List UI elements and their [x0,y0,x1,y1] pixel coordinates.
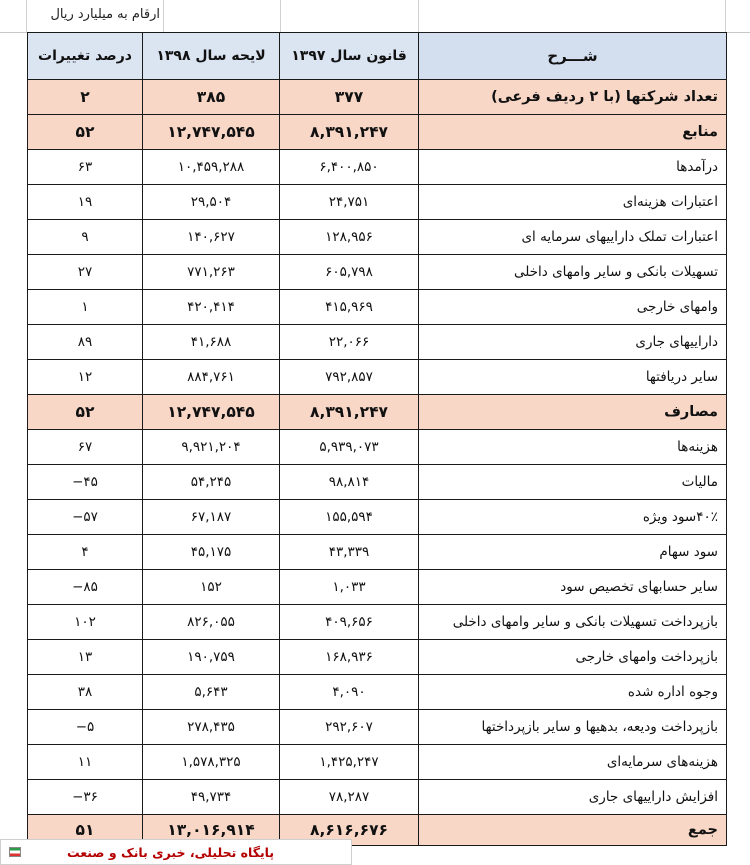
table-row [28,395,727,430]
flag-icon [9,847,21,857]
cell-change-pct: ۱۹ [28,185,143,220]
cell-description: هزینه‌های سرمایه‌ای [419,745,727,780]
cell-change-pct: ۱۲ [28,360,143,395]
cell-change-pct: −۴۵ [28,465,143,500]
cell-bill-1398: ۱۲,۷۴۷,۵۴۵ [143,395,280,430]
cell-bill-1398: ۱۹۰,۷۵۹ [143,640,280,675]
cell-description: اعتبارات هزینه‌ای [419,185,727,220]
header-change-pct: درصد تغییرات [28,33,143,80]
cell-bill-1398: ۳۸۵ [143,80,280,115]
cell-change-pct: ۵۲ [28,115,143,150]
cell-law-1397: ۱۶۸,۹۳۶ [280,640,419,675]
cell-description: وامهای خارجی [419,290,727,325]
cell-description: تسهیلات بانکی و سایر وامهای داخلی [419,255,727,290]
cell-law-1397: ۱,۰۳۳ [280,570,419,605]
cell-law-1397: ۸,۳۹۱,۲۴۷ [280,395,419,430]
table-row [28,80,727,115]
cell-change-pct: ۵۱ [28,815,143,846]
table-header-row [28,33,727,80]
cell-change-pct: −۵۷ [28,500,143,535]
cell-change-pct: −۸۵ [28,570,143,605]
cell-change-pct: ۴ [28,535,143,570]
cell-bill-1398: ۲۹,۵۰۴ [143,185,280,220]
cell-law-1397: ۴۱۵,۹۶۹ [280,290,419,325]
table-row [28,570,727,605]
cell-law-1397: ۷۹۲,۸۵۷ [280,360,419,395]
cell-bill-1398: ۴۲۰,۴۱۴ [143,290,280,325]
cell-bill-1398: ۱۳,۰۱۶,۹۱۴ [143,815,280,846]
cell-law-1397: ۵,۹۳۹,۰۷۳ [280,430,419,465]
cell-bill-1398: ۱۵۲ [143,570,280,605]
cell-description: منابع [419,115,727,150]
unit-note: ارقام به میلیارد ریال [50,7,160,22]
table-row [28,745,727,780]
cell-description: بازپرداخت وامهای خارجی [419,640,727,675]
header-description: شـــرح [419,33,727,80]
cell-law-1397: ۶۰۵,۷۹۸ [280,255,419,290]
cell-description: درآمدها [419,150,727,185]
cell-law-1397: ۱۲۸,۹۵۶ [280,220,419,255]
cell-change-pct: −۵ [28,710,143,745]
header-bill-1398: لایحه سال ۱۳۹۸ [143,33,280,80]
cell-bill-1398: ۴۱,۶۸۸ [143,325,280,360]
header-law-1397: قانون سال ۱۳۹۷ [280,33,419,80]
cell-bill-1398: ۱,۵۷۸,۳۲۵ [143,745,280,780]
cell-description: جمع [419,815,727,846]
cell-change-pct: ۲ [28,80,143,115]
cell-change-pct: ۱۰۲ [28,605,143,640]
cell-bill-1398: ۱۲,۷۴۷,۵۴۵ [143,115,280,150]
table-row [28,185,727,220]
cell-bill-1398: ۵,۶۴۳ [143,675,280,710]
cell-law-1397: ۶,۴۰۰,۸۵۰ [280,150,419,185]
table-row [28,430,727,465]
cell-change-pct: ۶۳ [28,150,143,185]
table-row [28,605,727,640]
cell-law-1397: ۱۵۵,۵۹۴ [280,500,419,535]
cell-law-1397: ۱,۴۲۵,۲۴۷ [280,745,419,780]
table-row [28,500,727,535]
cell-change-pct: ۱۳ [28,640,143,675]
source-watermark [0,839,352,865]
cell-bill-1398: ۸۸۴,۷۶۱ [143,360,280,395]
cell-bill-1398: ۶۷,۱۸۷ [143,500,280,535]
cell-description: بازپرداخت ودیعه، بدهیها و سایر بازپرداختها [419,710,727,745]
cell-change-pct: ۹ [28,220,143,255]
cell-law-1397: ۲۴,۷۵۱ [280,185,419,220]
unit-note-row [0,0,750,33]
cell-law-1397: ۸,۶۱۶,۶۷۶ [280,815,419,846]
table-row [28,255,727,290]
cell-law-1397: ۲۲,۰۶۶ [280,325,419,360]
table-row [28,640,727,675]
cell-description: سایر حسابهای تخصیص سود [419,570,727,605]
cell-bill-1398: ۴۵,۱۷۵ [143,535,280,570]
table-row [28,360,727,395]
cell-law-1397: ۲۹۲,۶۰۷ [280,710,419,745]
cell-law-1397: ۸,۳۹۱,۲۴۷ [280,115,419,150]
table-row [28,465,727,500]
cell-bill-1398: ۲۷۸,۴۳۵ [143,710,280,745]
cell-law-1397: ۴۰۹,۶۵۶ [280,605,419,640]
cell-change-pct: ۱۱ [28,745,143,780]
watermark-text: پایگاه تحلیلی، خبری بانک و صنعت [67,844,275,860]
cell-description: مصارف [419,395,727,430]
table-row [28,220,727,255]
cell-description: وجوه اداره شده [419,675,727,710]
cell-bill-1398: ۸۲۶,۰۵۵ [143,605,280,640]
table-row [28,780,727,815]
cell-description: سود سهام [419,535,727,570]
cell-law-1397: ۹۸,۸۱۴ [280,465,419,500]
cell-change-pct: ۵۲ [28,395,143,430]
budget-table [27,32,727,846]
table-row [28,290,727,325]
cell-description: اعتبارات تملک داراییهای سرمایه ای [419,220,727,255]
cell-bill-1398: ۱۰,۴۵۹,۲۸۸ [143,150,280,185]
cell-description: هزینه‌ها [419,430,727,465]
cell-change-pct: ۸۹ [28,325,143,360]
cell-description: افزایش داراییهای جاری [419,780,727,815]
cell-law-1397: ۷۸,۲۸۷ [280,780,419,815]
cell-change-pct: ۲۷ [28,255,143,290]
cell-description: تعداد شرکتها (با ۲ ردیف فرعی) [419,80,727,115]
cell-bill-1398: ۱۴۰,۶۲۷ [143,220,280,255]
cell-bill-1398: ۴۹,۷۳۴ [143,780,280,815]
cell-description: داراییهای جاری [419,325,727,360]
cell-bill-1398: ۷۷۱,۲۶۳ [143,255,280,290]
table-row [28,150,727,185]
cell-change-pct: ۶۷ [28,430,143,465]
cell-law-1397: ۴,۰۹۰ [280,675,419,710]
cell-description: بازپرداخت تسهیلات بانکی و سایر وامهای داخلی [419,605,727,640]
cell-change-pct: ۱ [28,290,143,325]
cell-description: سایر دریافتها [419,360,727,395]
cell-change-pct: −۳۶ [28,780,143,815]
table-row [28,675,727,710]
cell-bill-1398: ۹,۹۲۱,۲۰۴ [143,430,280,465]
cell-bill-1398: ۵۴,۲۴۵ [143,465,280,500]
table-row [28,710,727,745]
table-row [28,115,727,150]
cell-description: ۴۰٪سود ویژه [419,500,727,535]
cell-description: مالیات [419,465,727,500]
cell-law-1397: ۴۳,۳۳۹ [280,535,419,570]
cell-law-1397: ۳۷۷ [280,80,419,115]
cell-change-pct: ۳۸ [28,675,143,710]
table-row [28,535,727,570]
table-row [28,325,727,360]
